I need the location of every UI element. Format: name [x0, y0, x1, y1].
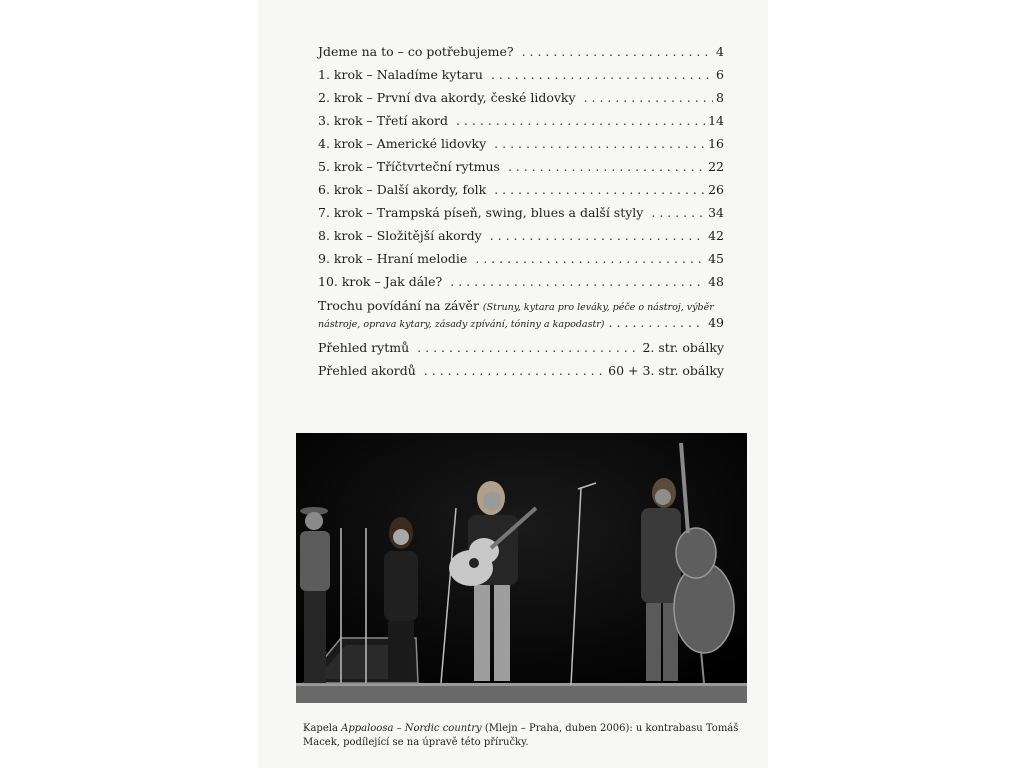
toc-entry-page: 4 [716, 44, 724, 59]
toc-entry-page: 6 [716, 67, 724, 82]
caption-text-line2: Macek, podílející se na úpravě této příručky. [303, 737, 529, 748]
toc-leader-dots [417, 336, 639, 359]
band-photo [296, 433, 747, 703]
toc-entry [318, 109, 724, 132]
caption-prefix: Kapela [303, 723, 342, 734]
toc-entry-page: 49 [708, 315, 724, 330]
toc-entry [318, 86, 724, 109]
toc-entry [318, 247, 724, 270]
toc-entry-title: 4. krok – Americké lidovky [318, 136, 487, 151]
toc-entry-title: 3. krok – Třetí akord [318, 113, 448, 128]
toc-entry-page: 48 [708, 274, 724, 289]
toc-entry-subtitle: nástroje, oprava kytary, zásady zpívání, tóniny a kapodastr) [318, 319, 605, 330]
toc-entry-title: 2. krok – První dva akordy, české lidovky [318, 90, 576, 105]
toc-entry-page: 60 + 3. str. obálky [608, 363, 724, 378]
toc-entry [318, 270, 724, 293]
toc-entry-page: 34 [708, 205, 724, 220]
toc-leader-dots [475, 247, 705, 270]
toc-entry-title: 9. krok – Hraní melodie [318, 251, 468, 266]
toc-entry-chords [318, 359, 724, 382]
toc-leader-dots [491, 63, 713, 86]
toc-entry-title: 8. krok – Složitější akordy [318, 228, 482, 243]
toc-leader-dots [508, 155, 705, 178]
toc-entry [318, 178, 724, 201]
toc-leader-dots [456, 109, 705, 132]
toc-entry-page: 22 [708, 159, 724, 174]
toc-entry-page: 45 [708, 251, 724, 266]
toc-leader-dots [522, 40, 713, 63]
toc-leader-dots [424, 359, 605, 382]
toc-entry-subtitle: (Struny, kytara pro leváky, péče o nástroj, výběr [482, 302, 714, 313]
toc-entry-page: 16 [708, 136, 724, 151]
toc-entry [318, 132, 724, 155]
table-of-contents [318, 40, 724, 382]
toc-entry-title: 7. krok – Trampská píseň, swing, blues a další styly [318, 205, 644, 220]
toc-entry-title: Jdeme na to – co potřebujeme? [318, 44, 514, 59]
toc-entry-title: 6. krok – Další akordy, folk [318, 182, 487, 197]
toc-entry [318, 224, 724, 247]
toc-entry-title: 1. krok – Naladíme kytaru [318, 67, 483, 82]
toc-entry [318, 40, 724, 63]
band-photo-illustration [296, 433, 747, 703]
toc-leader-dots [490, 224, 705, 247]
toc-entry-title: Trochu povídání na závěr [318, 298, 479, 313]
caption-band-name: Appaloosa – Nordic country [341, 723, 482, 734]
toc-entry-title: 10. krok – Jak dále? [318, 274, 443, 289]
toc-leader-dots [450, 270, 705, 293]
caption-text: (Mlejn – Praha, duben 2006): u kontrabasu Tomáš [481, 723, 739, 734]
toc-entry-title: 5. krok – Tříčtvrteční rytmus [318, 159, 500, 174]
toc-leader-dots [494, 132, 705, 155]
toc-entry [318, 201, 724, 224]
toc-entry-title: Přehled rytmů [318, 340, 410, 355]
toc-entry-title: Přehled akordů [318, 363, 416, 378]
toc-entry-page: 42 [708, 228, 724, 243]
toc-entry [318, 63, 724, 86]
toc-entry-rhythms [318, 336, 724, 359]
toc-entry-page: 14 [708, 113, 724, 128]
toc-leader-dots [651, 201, 705, 224]
toc-leader-dots [609, 315, 706, 330]
photo-caption [303, 722, 743, 750]
toc-leader-dots [494, 178, 705, 201]
toc-leader-dots [584, 86, 713, 109]
toc-entry-conclusion [318, 298, 724, 332]
toc-entry [318, 155, 724, 178]
toc-entry-page: 8 [716, 90, 724, 105]
toc-entry-page: 26 [708, 182, 724, 197]
toc-entry-page: 2. str. obálky [642, 340, 724, 355]
